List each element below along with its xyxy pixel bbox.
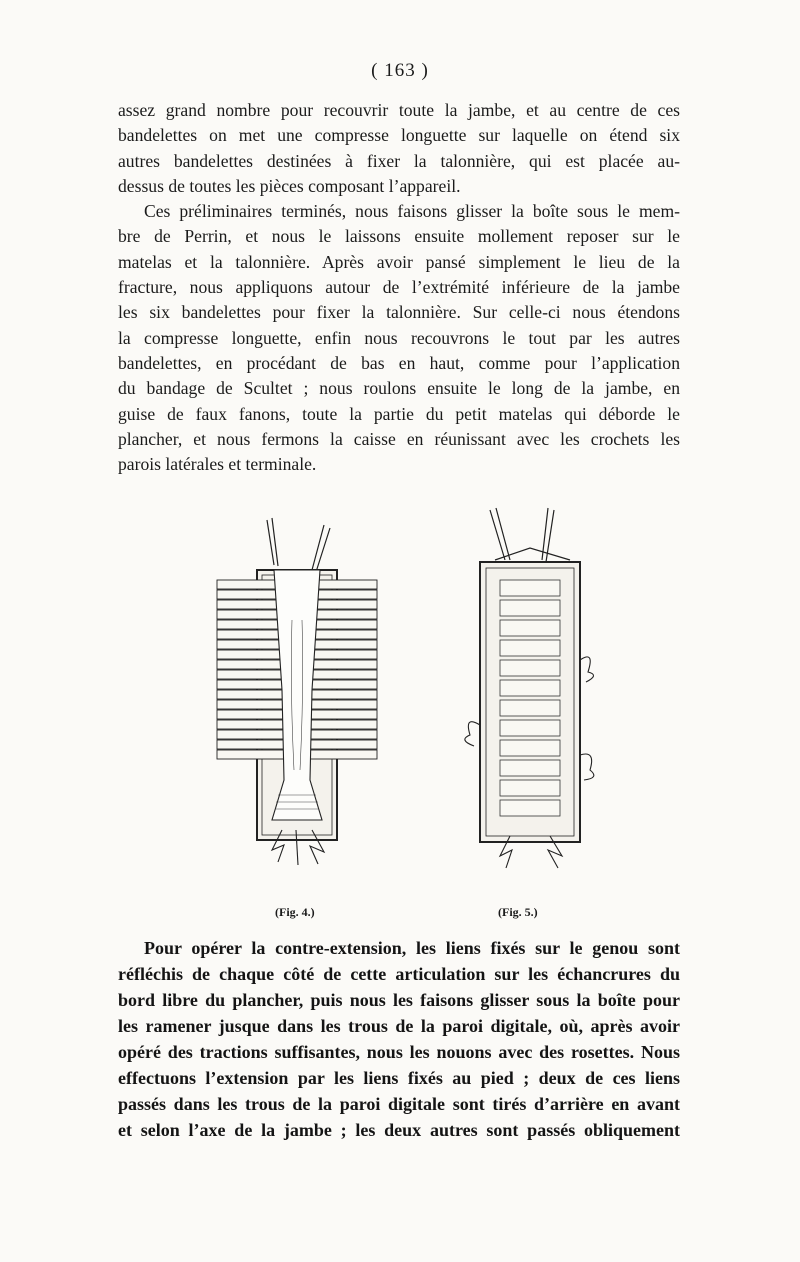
text-line: les ramener jusque dans les trous de la paroi digitale, où, après avoir [118, 1016, 680, 1036]
text-line: Ces préliminaires terminés, nous faisons glisser la boîte sous le mem- [144, 201, 680, 222]
text-line: et selon l’axe de la jambe ; les deux autres sont passés obliquement [118, 1120, 680, 1140]
text-line: bandelettes on met une compresse longuette sur laquelle on étend six [118, 125, 680, 146]
text-line: bandelettes, en procédant de bas en haut, comme pour l’application [118, 352, 680, 373]
text-line: effectuons l’extension par les liens fixés au pied ; deux de ces liens [118, 1068, 680, 1088]
paragraph-top [118, 98, 680, 477]
text-line: autres bandelettes destinées à fixer la talonnière, qui est placée au- [118, 150, 680, 171]
text-line: bre de Perrin, et nous le laissons ensuite mollement reposer sur le [118, 226, 680, 247]
figure-5-illustration [450, 500, 610, 880]
text-line: fracture, nous appliquons autour de l’extrémité inférieure de la jambe [118, 277, 680, 298]
text-line: dessus de toutes les pièces composant l’appareil. [118, 175, 461, 196]
figure-5-caption: (Fig. 5.) [498, 905, 538, 919]
text-line: parois latérales et terminale. [118, 454, 317, 475]
text-line: plancher, et nous fermons la caisse en réunissant avec les crochets les [118, 428, 680, 449]
text-line: matelas et la talonnière. Après avoir pansé simplement le lieu de la [118, 251, 680, 272]
text-line: du bandage de Scultet ; nous roulons ensuite le long de la jambe, en [118, 378, 680, 399]
paragraph-bottom [118, 935, 680, 1143]
text-line: opéré des tractions suffisantes, nous les nouons avec des rosettes. Nous [118, 1042, 680, 1062]
text-line: bord libre du plancher, puis nous les faisons glisser sous la boîte pour [118, 990, 680, 1010]
text-line: guise de faux fanons, toute la partie du petit matelas qui déborde le [118, 403, 680, 424]
text-line: passés dans les trous de la paroi digitale sont tirés d’arrière en avant [118, 1094, 680, 1114]
page-number: ( 163 ) [371, 60, 429, 81]
text-line: Pour opérer la contre-extension, les liens fixés sur le genou sont [144, 938, 680, 958]
text-line: assez grand nombre pour recouvrir toute la jambe, et au centre de ces [118, 100, 680, 120]
text-line: réfléchis de chaque côté de cette articulation sur les échancrures du [118, 964, 680, 984]
text-line: les six bandelettes pour fixer la talonnière. Sur celle-ci nous étendons [118, 302, 680, 323]
figure-4-illustration [212, 500, 382, 880]
text-line: la compresse longuette, enfin nous recouvrons le tout par les autres [118, 327, 680, 348]
figure-4-caption: (Fig. 4.) [275, 905, 315, 919]
